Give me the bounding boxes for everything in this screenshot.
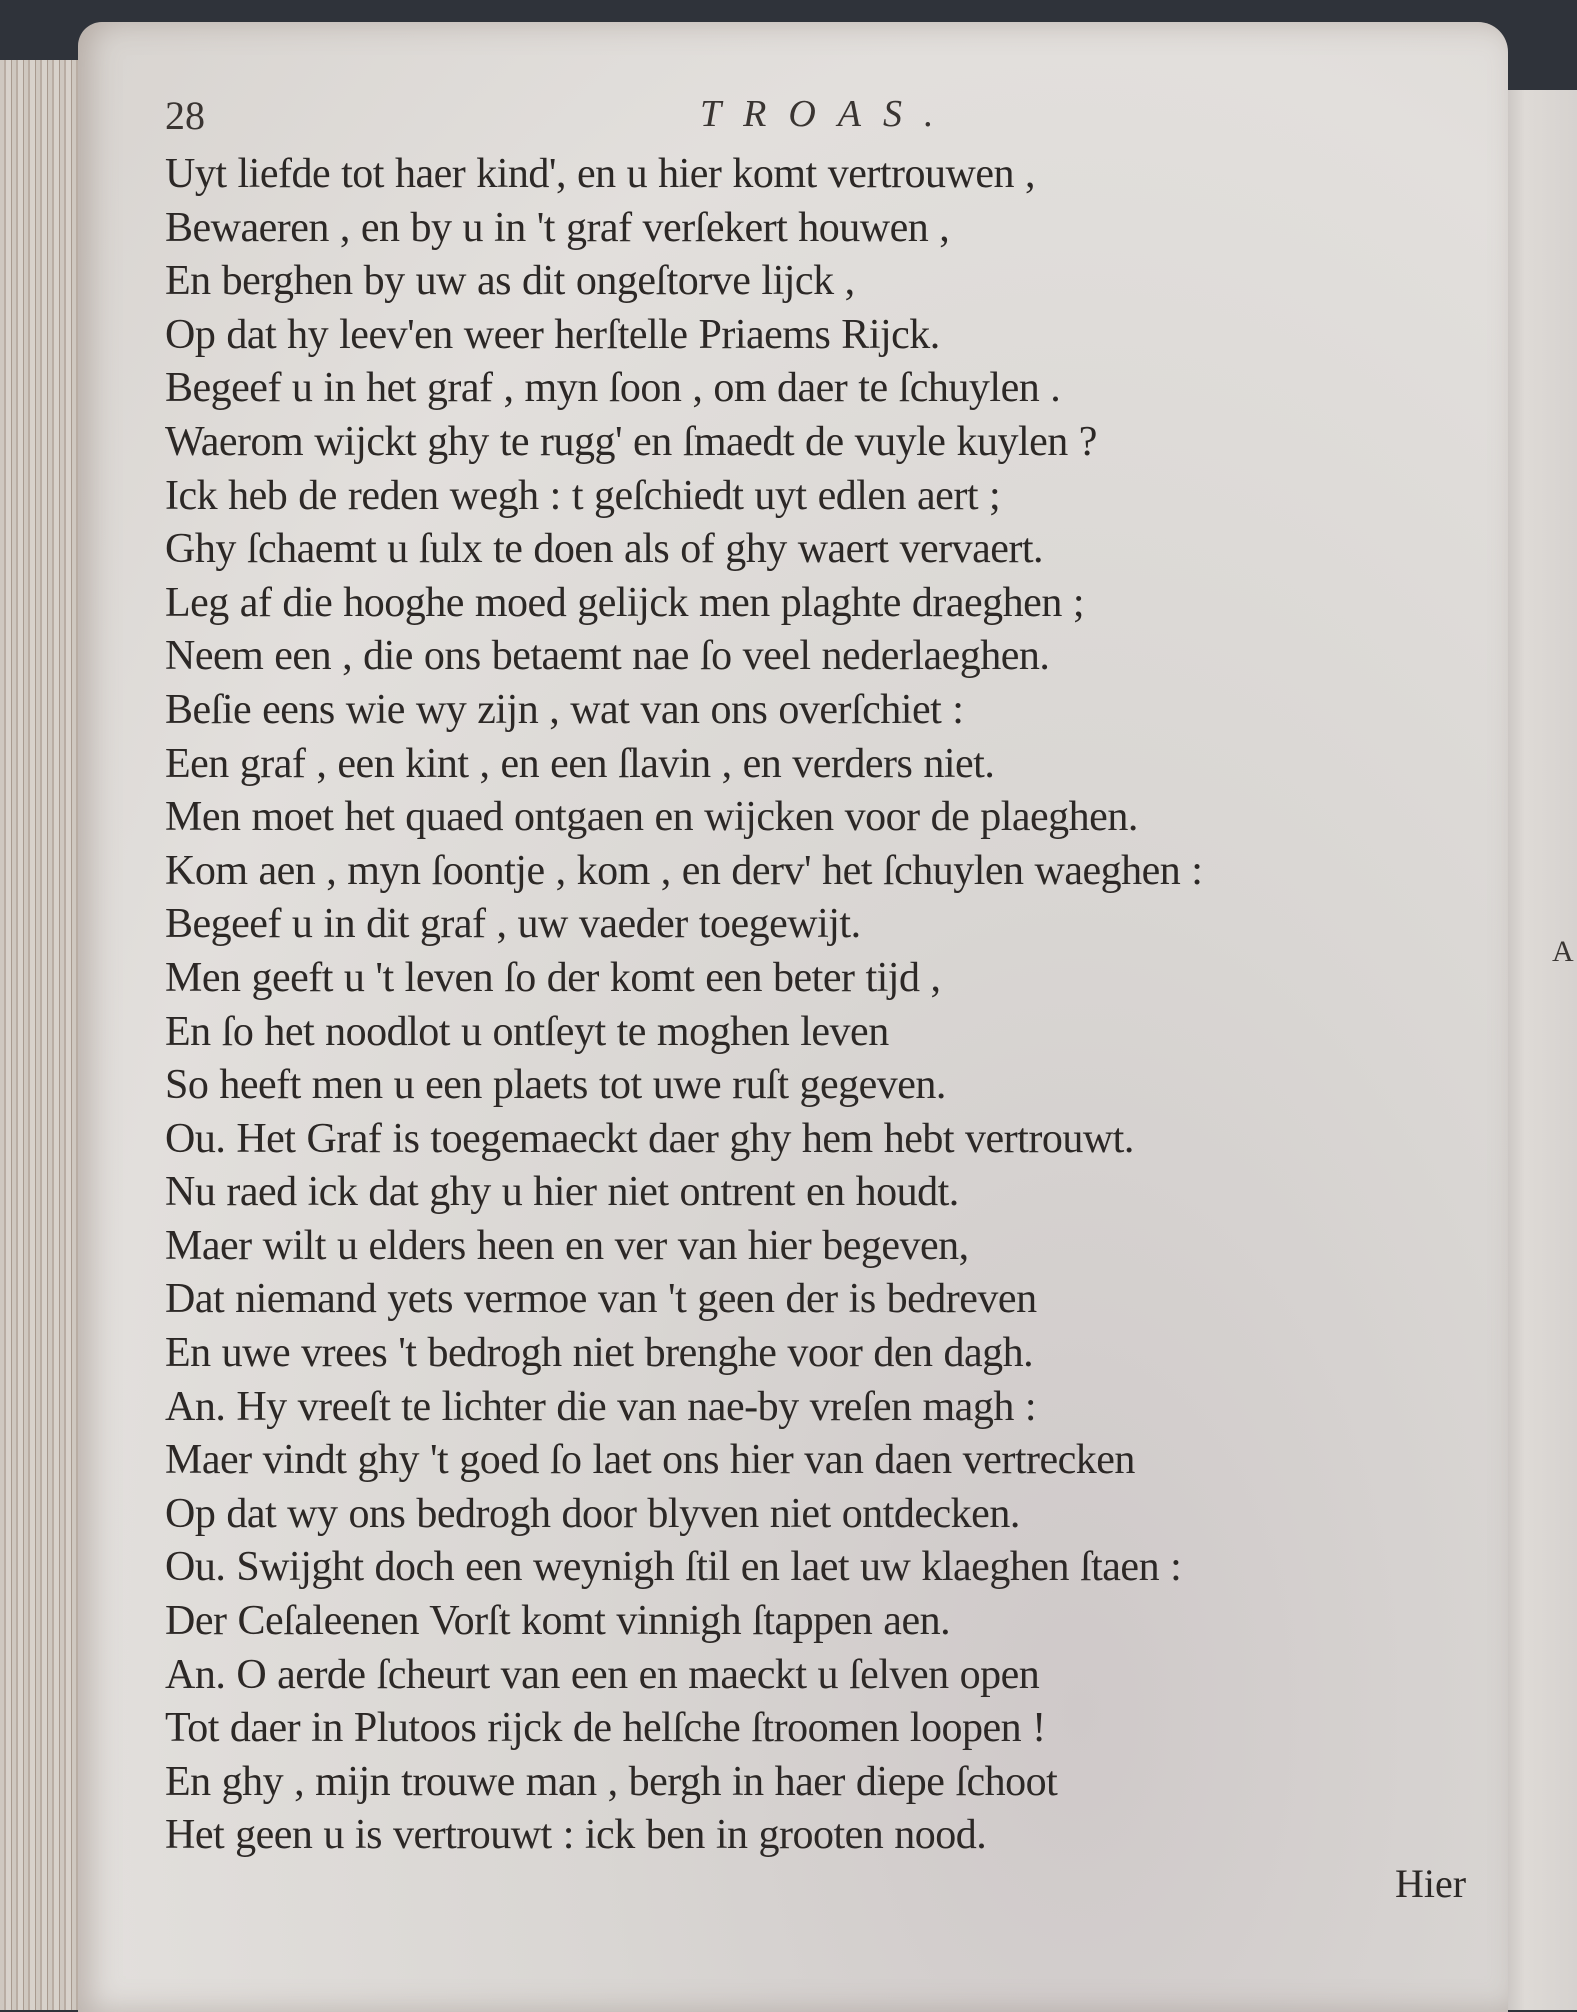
verse-line: En ſo het noodlot u ontſeyt te moghen leven	[165, 1008, 889, 1055]
verse-line: Leg af die hooghe moed gelijck men plaghte draeghen ;	[165, 579, 1084, 626]
verse-line: Neem een , die ons betaemt nae ſo veel nederlaeghen.	[165, 633, 1050, 680]
verse-line: Uyt liefde tot haer kind', en u hier komt vertrouwen ,	[165, 151, 1035, 197]
verse-line: En berghen by uw as dit ongeſtorve lijck ,	[165, 258, 855, 305]
running-head: TROAS.	[700, 93, 956, 135]
verse-line: Ou. Swijght doch een weynigh ſtil en laet uw klaeghen ſtaen :	[165, 1544, 1182, 1591]
verse-line: Nu raed ick dat ghy u hier niet ontrent en houdt.	[165, 1169, 959, 1216]
verse-line: Men moet het quaed ontgaen en wijcken voor de plaeghen.	[165, 794, 1138, 841]
verse-line: An. O aerde ſcheurt van een en maeckt u ſelven open	[165, 1651, 1040, 1698]
verse-line: Ick heb de reden wegh : t geſchiedt uyt edlen aert ;	[165, 472, 1001, 519]
verse-line: Men geeft u 't leven ſo der komt een beter tijd ,	[165, 954, 941, 1001]
verse-line: Ou. Het Graf is toegemaeckt daer ghy hem hebt vertrouwt.	[165, 1115, 1134, 1162]
verse-line: Het geen u is vertrouwt : ick ben in grooten nood.	[165, 1812, 987, 1859]
verse-line: Beſie eens wie wy zijn , wat van ons overſchiet :	[165, 686, 964, 733]
verse-line: Maer vindt ghy 't goed ſo laet ons hier van daen vertrecken	[165, 1437, 1135, 1484]
verse-line: Een graf , een kint , en een ſlavin , en verders niet.	[165, 740, 995, 787]
verse-line: Ghy ſchaemt u ſulx te doen als of ghy waert vervaert.	[165, 526, 1044, 573]
verse-line: Der Ceſaleenen Vorſt komt vinnigh ſtappen aen.	[165, 1598, 951, 1645]
page-number: 28	[165, 93, 205, 138]
verse-line: Begeef u in het graf , myn ſoon , om daer te ſchuylen .	[165, 365, 1061, 412]
verse-line: Op dat wy ons bedrogh door blyven niet ontdecken.	[165, 1490, 1020, 1537]
verse-line: Waerom wijckt ghy te rugg' en ſmaedt de vuyle kuylen ?	[165, 418, 1097, 465]
verse-line: Kom aen , myn ſoontje , kom , en derv' het ſchuylen waeghen :	[165, 847, 1203, 894]
verse-line: Dat niemand yets vermoe van 't geen der is bedreven	[165, 1276, 1037, 1323]
verse-line: En ghy , mijn trouwe man , bergh in haer diepe ſchoot	[165, 1758, 1058, 1805]
verse-line: Op dat hy leev'en weer herſtelle Priaems Rijck.	[165, 311, 940, 358]
verse-line: An. Hy vreeſt te lichter die van nae-by vreſen magh :	[165, 1383, 1036, 1430]
verse-line: So heeft men u een plaets tot uwe ruſt gegeven.	[165, 1062, 946, 1109]
verse-text	[165, 148, 1465, 1863]
catchword: Hier	[1395, 1861, 1467, 1906]
verse-line: En uwe vrees 't bedrogh niet brenghe voor den dagh.	[165, 1330, 1034, 1377]
verse-line: Maer wilt u elders heen en ver van hier begeven,	[165, 1222, 969, 1269]
verse-line: Tot daer in Plutoos rijck de helſche ſtroomen loopen !	[165, 1705, 1046, 1752]
facing-page-fragment: A	[1552, 935, 1574, 968]
verse-line: Begeef u in dit graf , uw vaeder toegewijt.	[165, 901, 861, 948]
verse-line: Bewaeren , en by u in 't graf verſekert houwen ,	[165, 204, 950, 251]
